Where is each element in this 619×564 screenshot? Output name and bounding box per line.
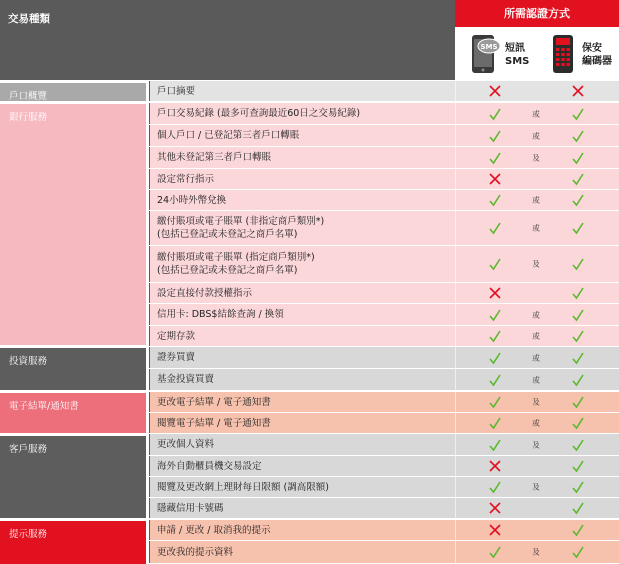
check-icon xyxy=(488,151,502,165)
category-header-title: 交易種類 xyxy=(8,13,50,25)
row-label: 繳付賬項或電子賬單 (指定商戶類別*) xyxy=(157,252,315,263)
check-icon xyxy=(571,373,585,387)
row-label-sub: (包括已登記或未登記之商戶名單) xyxy=(157,265,298,276)
row-label: 基金投資買賣 xyxy=(157,374,215,385)
table-row xyxy=(149,211,619,245)
row-label: 設定直接付款授權指示 xyxy=(157,287,253,299)
table-row xyxy=(149,347,619,368)
check-icon xyxy=(571,459,585,473)
check-icon xyxy=(571,221,585,235)
table-row xyxy=(149,304,619,325)
category-account-overview: 戶口概覽 xyxy=(0,83,146,101)
table-row xyxy=(149,190,619,210)
check-icon xyxy=(571,501,585,515)
check-icon xyxy=(488,373,502,387)
check-icon xyxy=(571,257,585,271)
table-row xyxy=(149,498,619,518)
row-label: 更改個人資料 xyxy=(157,439,215,450)
row-label: 24小時外幣兌換 xyxy=(157,194,227,206)
conjunction: 及 xyxy=(532,397,540,407)
token-label-zh: 保安 xyxy=(582,43,602,54)
row-label: 信用卡: DBS$結餘查詢 / 換領 xyxy=(157,309,284,320)
cross-icon xyxy=(488,172,502,186)
conjunction: 或 xyxy=(532,109,540,118)
table-row xyxy=(149,477,619,497)
row-label: 證券買賣 xyxy=(157,352,196,363)
table-row xyxy=(149,520,619,540)
category-investment: 投資服務 xyxy=(0,348,146,390)
conjunction: 或 xyxy=(532,223,540,233)
table-row xyxy=(149,541,619,563)
check-icon xyxy=(571,308,585,322)
table-row xyxy=(149,369,619,390)
check-icon xyxy=(488,480,502,494)
conjunction: 或 xyxy=(532,195,540,205)
conjunction: 及 xyxy=(532,547,540,557)
conjunction: 或 xyxy=(532,131,540,140)
check-icon xyxy=(571,286,585,300)
row-label: 申請 / 更改 / 取消我的提示 xyxy=(157,524,271,536)
check-icon xyxy=(571,545,585,559)
check-icon xyxy=(488,438,502,452)
row-label: 閱覽及更改網上理財每日限額 (調高限額) xyxy=(157,481,329,493)
cross-icon xyxy=(488,84,502,98)
category-header xyxy=(0,0,455,80)
auth-methods xyxy=(455,27,619,80)
conjunction: 或 xyxy=(532,418,540,428)
conjunction: 或 xyxy=(532,353,540,362)
auth-method-header: 所需認證方式 xyxy=(455,0,619,27)
category-alerts: 提示服務 xyxy=(0,521,146,564)
conjunction: 或 xyxy=(532,375,540,384)
row-label: 閱覽電子結單 / 電子通知書 xyxy=(157,417,271,429)
token-label-zh-2: 編碼器 xyxy=(582,56,612,67)
check-icon xyxy=(571,107,585,121)
check-icon xyxy=(571,151,585,165)
check-icon xyxy=(488,107,502,121)
conjunction: 及 xyxy=(532,440,540,449)
cross-icon xyxy=(488,523,502,537)
check-icon xyxy=(488,129,502,143)
table-row xyxy=(149,456,619,476)
check-icon xyxy=(488,308,502,322)
svg-text:SMS: SMS xyxy=(480,43,498,51)
sms-phone-icon xyxy=(469,34,503,74)
check-icon xyxy=(571,193,585,207)
conjunction: 及 xyxy=(532,259,540,269)
row-label: 更改電子結單 / 電子通知書 xyxy=(157,396,271,408)
table-row xyxy=(149,326,619,346)
category-estatement: 電子結單/通知書 xyxy=(0,393,146,433)
row-label-sub: (包括已登記或未登記之商戶名單) xyxy=(157,229,298,240)
check-icon xyxy=(571,523,585,537)
cross-icon xyxy=(488,286,502,300)
row-label: 其他未登記第三者戶口轉賬 xyxy=(157,152,272,163)
check-icon xyxy=(571,351,585,365)
sms-label-en: SMS xyxy=(505,56,530,67)
table-row xyxy=(149,413,619,433)
check-icon xyxy=(571,480,585,494)
check-icon xyxy=(488,395,502,409)
check-icon xyxy=(571,329,585,343)
row-label: 設定常行指示 xyxy=(157,173,215,185)
conjunction: 或 xyxy=(532,331,540,341)
check-icon xyxy=(571,172,585,186)
check-icon xyxy=(571,395,585,409)
check-icon xyxy=(571,438,585,452)
row-label: 定期存款 xyxy=(157,330,196,342)
check-icon xyxy=(488,221,502,235)
conjunction: 及 xyxy=(532,482,540,492)
check-icon xyxy=(488,257,502,271)
check-icon xyxy=(488,329,502,343)
conjunction: 及 xyxy=(532,153,540,162)
table-row xyxy=(149,246,619,282)
check-icon xyxy=(488,416,502,430)
sms-label-zh: 短訊 xyxy=(505,43,525,54)
table-row xyxy=(149,81,619,101)
table-row xyxy=(149,169,619,189)
row-label: 隱藏信用卡號碼 xyxy=(157,502,224,514)
check-icon xyxy=(571,129,585,143)
check-icon xyxy=(488,545,502,559)
cross-icon xyxy=(571,84,585,98)
cross-icon xyxy=(488,501,502,515)
table-row xyxy=(149,103,619,124)
method-sms xyxy=(469,34,543,74)
check-icon xyxy=(488,193,502,207)
cross-icon xyxy=(488,459,502,473)
table-row xyxy=(149,125,619,146)
check-icon xyxy=(488,351,502,365)
row-label: 繳付賬項或電子賬單 (非指定商戶類別*) xyxy=(157,216,325,227)
table-row xyxy=(149,392,619,412)
row-label: 個人戶口 / 已登記第三者戶口轉賬 xyxy=(157,130,300,141)
row-label: 更改我的提示資料 xyxy=(157,546,234,558)
table-row xyxy=(149,434,619,455)
method-token xyxy=(546,34,619,74)
row-label: 戶口摘要 xyxy=(157,85,196,97)
row-label: 海外自動櫃員機交易設定 xyxy=(157,460,262,472)
category-banking: 銀行服務 xyxy=(0,104,146,345)
row-label: 戶口交易紀錄 (最多可查詢最近60日之交易紀錄) xyxy=(157,108,361,119)
category-customer-service: 客戶服務 xyxy=(0,436,146,518)
table-row xyxy=(149,147,619,168)
check-icon xyxy=(571,416,585,430)
security-token-icon xyxy=(546,34,580,74)
table-row xyxy=(149,283,619,303)
conjunction: 或 xyxy=(532,310,540,319)
